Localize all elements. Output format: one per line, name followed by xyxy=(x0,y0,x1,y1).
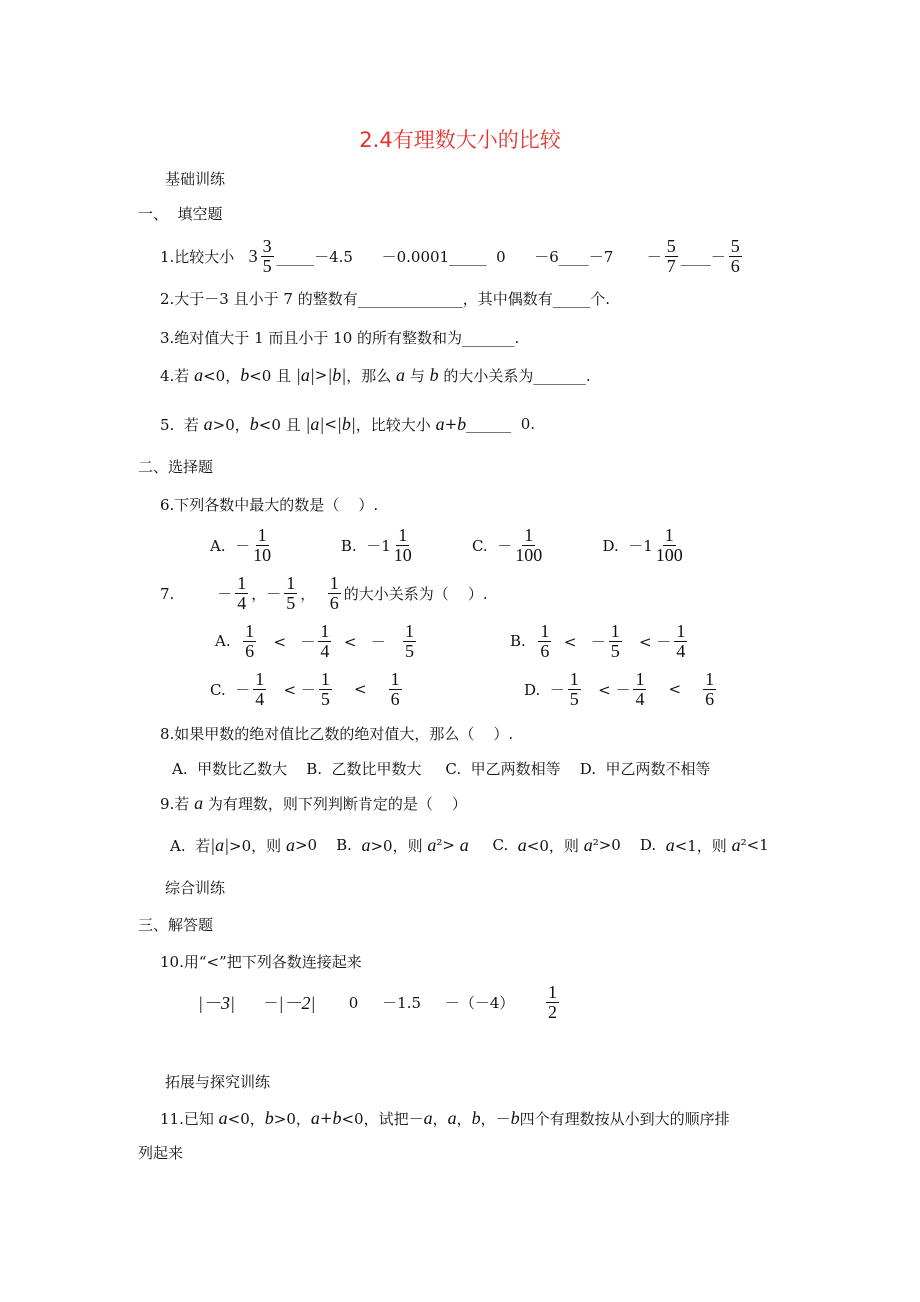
text-segment: D. －1 xyxy=(545,536,653,555)
math-variable: |b| xyxy=(327,364,347,385)
fraction xyxy=(318,622,331,661)
fraction-numerator: 5 xyxy=(666,235,676,256)
fraction-numerator: 1 xyxy=(635,668,645,689)
math-variable: a xyxy=(285,834,295,855)
question-6-options xyxy=(210,525,686,565)
fraction-numerator: 5 xyxy=(730,235,740,256)
page-title: 2.4有理数大小的比较 xyxy=(359,128,561,152)
fraction xyxy=(538,622,551,661)
text-segment: <0，试把－ xyxy=(341,1109,424,1128)
fraction-denominator: 100 xyxy=(515,544,543,565)
fraction-numerator: 1 xyxy=(405,620,415,641)
fraction-denominator: 6 xyxy=(329,592,339,613)
fraction-numerator: 1 xyxy=(569,668,579,689)
fraction xyxy=(389,670,402,709)
fraction-numerator: 3 xyxy=(262,235,272,256)
text-segment: >0， xyxy=(212,415,250,434)
math-variable: a xyxy=(194,364,204,385)
fraction-numerator: 1 xyxy=(548,981,558,1002)
math-variable: a xyxy=(731,834,741,855)
text-segment: ______ 0. xyxy=(466,415,536,433)
text-segment: ²<1 xyxy=(740,836,769,854)
fraction-denominator: 10 xyxy=(393,544,412,565)
text-segment: 7. － xyxy=(160,584,233,603)
text-segment: <0，则 xyxy=(526,836,584,855)
math-variable: b xyxy=(249,413,259,434)
fraction xyxy=(328,574,341,613)
math-variable: a xyxy=(361,834,371,855)
fraction-denominator: 5 xyxy=(610,640,620,661)
fraction xyxy=(235,574,248,613)
fraction xyxy=(674,622,687,661)
fraction-denominator: 2 xyxy=(548,1001,558,1022)
fraction-numerator: 1 xyxy=(255,668,265,689)
fraction-numerator: 1 xyxy=(390,668,400,689)
fraction xyxy=(394,526,412,565)
fraction-numerator: 1 xyxy=(245,620,255,641)
text-segment: ， xyxy=(300,584,325,603)
text-segment: 综合训练 xyxy=(165,878,226,897)
math-variable: |b| xyxy=(336,413,356,434)
text-segment: ____－ xyxy=(680,247,726,266)
math-variable: a xyxy=(435,413,445,434)
fraction-numerator: 1 xyxy=(237,572,247,593)
math-variable: b xyxy=(457,413,467,434)
fraction-denominator: 100 xyxy=(655,544,683,565)
text-segment: ，比较大小 xyxy=(355,415,436,434)
question-1 xyxy=(160,236,745,276)
text-segment: 的大小关系为（ ）. xyxy=(343,584,488,603)
math-variable: a xyxy=(459,834,469,855)
math-variable: a xyxy=(447,1107,457,1128)
fraction xyxy=(609,622,622,661)
fraction-denominator: 6 xyxy=(390,688,400,709)
text-segment: 6.下列各数中最大的数是（ ）. xyxy=(160,495,379,514)
text-segment: 三、解答题 xyxy=(138,915,214,934)
fraction-denominator: 4 xyxy=(255,688,265,709)
fraction-numerator: 1 xyxy=(329,572,339,593)
fraction xyxy=(703,670,716,709)
question-6 xyxy=(160,484,378,524)
text-segment: C. － xyxy=(210,680,251,699)
math-variable: b xyxy=(264,1107,274,1128)
text-segment: 10.用“<”把下列各数连接起来 xyxy=(160,952,362,971)
text-segment: 为有理数，则下列判断肯定的是（ ） xyxy=(203,794,467,813)
text-segment: C. xyxy=(468,836,518,854)
text-segment: + xyxy=(319,1109,333,1127)
question-10-numbers xyxy=(198,982,562,1022)
math-variable: a xyxy=(203,413,213,434)
fraction-denominator: 4 xyxy=(635,688,645,709)
fraction-numerator: 1 xyxy=(524,524,534,545)
question-7-option-a xyxy=(215,621,419,661)
fraction-numerator: 1 xyxy=(320,668,330,689)
text-segment: <1，则 xyxy=(674,836,732,855)
text-segment: 与 xyxy=(405,366,430,385)
text-segment: 4.若 xyxy=(160,366,195,385)
question-7-option-c xyxy=(210,669,405,709)
fraction-numerator: 1 xyxy=(320,620,330,641)
question-7-option-d xyxy=(524,669,719,709)
fraction xyxy=(729,237,742,276)
section-extension-training xyxy=(165,1061,270,1101)
fraction xyxy=(633,670,646,709)
text-segment: >0 B. xyxy=(294,836,362,854)
fraction-denominator: 5 xyxy=(320,688,330,709)
mixed-number-whole: 3 xyxy=(248,245,258,266)
fraction xyxy=(515,526,542,565)
text-segment: 二、选择题 xyxy=(138,457,214,476)
fraction-denominator: 4 xyxy=(320,640,330,661)
fraction-denominator: 4 xyxy=(237,592,247,613)
fraction-numerator: 1 xyxy=(286,572,296,593)
fraction-denominator: 6 xyxy=(705,688,715,709)
question-2 xyxy=(160,278,610,318)
math-variable: a xyxy=(423,1107,433,1128)
text-segment: A. xyxy=(215,632,241,650)
question-9 xyxy=(160,783,467,823)
math-variable: |a| xyxy=(305,413,325,434)
text-segment: 一、 填空题 xyxy=(138,204,223,223)
question-5 xyxy=(160,404,535,444)
math-variable: a xyxy=(396,364,406,385)
question-8-options xyxy=(172,748,711,788)
text-segment: >0，则 xyxy=(229,836,286,855)
question-9-options xyxy=(170,825,769,865)
question-11-continued xyxy=(138,1132,183,1172)
text-segment: 9.若 xyxy=(160,794,195,813)
section-fill-blank xyxy=(138,193,223,233)
text-segment: 基础训练 xyxy=(165,169,226,188)
fraction-numerator: 1 xyxy=(705,668,715,689)
fraction-numerator: 1 xyxy=(664,524,674,545)
fraction-numerator: 1 xyxy=(257,524,267,545)
fraction-denominator: 5 xyxy=(262,255,272,276)
fraction xyxy=(261,237,274,276)
math-variable: |a| xyxy=(210,834,230,855)
math-variable: |－2| xyxy=(278,993,316,1013)
text-segment: 的大小关系为_______. xyxy=(438,366,591,385)
fraction xyxy=(243,622,256,661)
text-segment: 8.如果甲数的绝对值比乙数的绝对值大，那么（ ）. xyxy=(160,724,514,743)
math-variable: b xyxy=(332,1107,342,1128)
text-segment: 四个有理数按从小到大的顺序排 xyxy=(519,1109,730,1128)
text-segment: B. －1 xyxy=(274,536,391,555)
math-variable: a xyxy=(194,792,204,813)
text-segment: <0， xyxy=(227,1109,265,1128)
text-segment: ，－ xyxy=(480,1109,511,1128)
section-comprehensive-training xyxy=(165,867,225,907)
question-3 xyxy=(160,317,519,357)
text-segment: ， xyxy=(456,1109,472,1128)
fraction-numerator: 1 xyxy=(540,620,550,641)
fraction xyxy=(253,526,271,565)
fraction-denominator: 6 xyxy=(245,640,255,661)
fraction-numerator: 1 xyxy=(398,524,408,545)
text-segment: 0 －1.5 －（－4） xyxy=(315,993,544,1012)
fraction-denominator: 5 xyxy=(569,688,579,709)
fraction-denominator: 7 xyxy=(666,255,676,276)
fraction xyxy=(656,526,683,565)
text-segment: < － xyxy=(269,680,316,699)
question-11 xyxy=(160,1098,730,1138)
question-4 xyxy=(160,355,591,395)
text-segment: >0， xyxy=(273,1109,311,1128)
text-segment: 拓展与探究训练 xyxy=(165,1072,271,1091)
math-variable: a xyxy=(517,834,527,855)
text-segment: >0，则 xyxy=(370,836,428,855)
section-answer xyxy=(138,904,213,944)
math-variable: a xyxy=(218,1107,228,1128)
text-segment: < － xyxy=(334,632,401,651)
fraction xyxy=(253,670,266,709)
math-variable: b xyxy=(510,1107,520,1128)
math-variable: a xyxy=(310,1107,320,1128)
text-segment: > xyxy=(314,366,328,384)
fraction-denominator: 4 xyxy=(676,640,686,661)
text-segment: ， xyxy=(432,1109,448,1128)
text-segment: ，那么 xyxy=(346,366,397,385)
fraction xyxy=(403,622,416,661)
text-segment: ²>0 D. xyxy=(592,836,666,854)
text-segment: 1.比较大小 xyxy=(160,247,249,266)
text-segment: A. 若 xyxy=(170,836,211,855)
section-basic-training xyxy=(165,158,225,198)
text-segment: 3.绝对值大于 1 而且小于 10 的所有整数和为_______. xyxy=(160,328,520,347)
text-segment: <0 且 xyxy=(249,366,296,385)
math-variable: a xyxy=(583,834,593,855)
fraction xyxy=(546,983,559,1022)
text-segment: < xyxy=(649,680,701,698)
text-segment: < － xyxy=(583,680,631,699)
text-segment: 2.大于－3 且小于 7 的整数有______________，其中偶数有_____个. xyxy=(160,289,610,308)
text-segment: <0 且 xyxy=(258,415,306,434)
text-segment: < － xyxy=(259,632,316,651)
math-variable: b xyxy=(471,1107,481,1128)
text-segment: < xyxy=(324,415,337,433)
math-variable: |a| xyxy=(295,364,315,385)
fraction xyxy=(319,670,332,709)
question-10 xyxy=(160,941,362,981)
fraction-numerator: 1 xyxy=(610,620,620,641)
math-variable: |－3| xyxy=(198,993,235,1013)
text-segment: A. 甲数比乙数大 B. 乙数比甲数大 C. 甲乙两数相等 D. 甲乙两数不相等 xyxy=(172,759,711,778)
text-segment: _____－4.5 －0.0001_____ 0 －6____－7 － xyxy=(276,247,662,266)
text-segment: B. xyxy=(510,632,536,650)
question-7-option-b xyxy=(510,621,690,661)
text-segment: D. － xyxy=(524,680,565,699)
question-8 xyxy=(160,713,513,753)
text-segment: + xyxy=(444,415,458,433)
fraction-denominator: 5 xyxy=(286,592,296,613)
text-segment: 5. 若 xyxy=(160,415,204,434)
fraction xyxy=(665,237,678,276)
text-segment: 列起来 xyxy=(138,1143,184,1162)
text-segment: － xyxy=(234,993,279,1012)
fraction-denominator: 6 xyxy=(540,640,550,661)
fraction-denominator: 10 xyxy=(253,544,272,565)
fraction xyxy=(568,670,581,709)
text-segment: ，－ xyxy=(251,584,282,603)
question-7 xyxy=(160,573,488,613)
text-segment: <0， xyxy=(203,366,241,385)
fraction-denominator: 5 xyxy=(405,640,415,661)
math-variable: b xyxy=(240,364,250,385)
text-segment: C. － xyxy=(414,536,513,555)
section-choice xyxy=(138,446,213,486)
text-segment: < － xyxy=(624,632,672,651)
fraction-denominator: 6 xyxy=(730,255,740,276)
text-segment: < xyxy=(334,680,386,698)
fraction xyxy=(284,574,297,613)
math-variable: a xyxy=(665,834,675,855)
text-segment: 11.已知 xyxy=(160,1109,219,1128)
text-segment: A. － xyxy=(210,536,251,555)
fraction-numerator: 1 xyxy=(676,620,686,641)
text-segment: < － xyxy=(554,632,606,651)
math-variable: a xyxy=(427,834,437,855)
math-variable: b xyxy=(429,364,439,385)
text-segment: ²> xyxy=(436,836,460,854)
